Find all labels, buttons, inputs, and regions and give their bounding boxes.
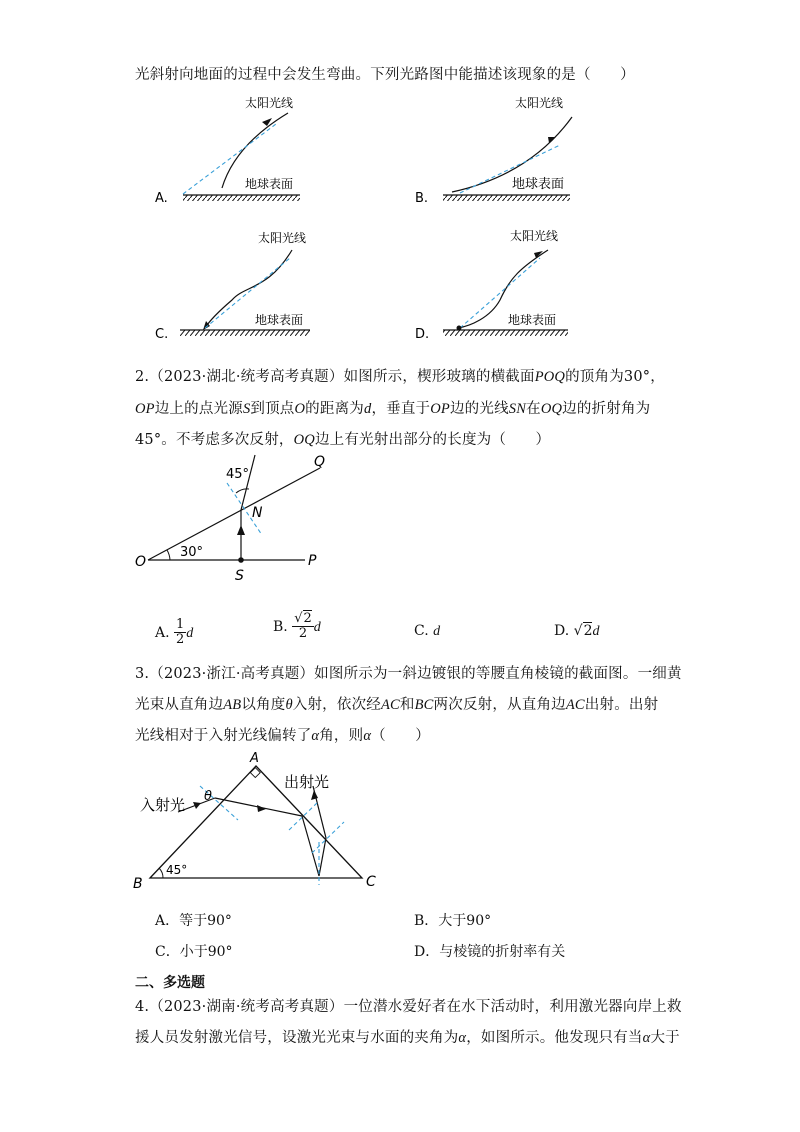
q2-label-o: O — [135, 554, 147, 570]
q2-var: SN — [508, 401, 527, 417]
q2-text: 如图所示，楔形玻璃的横截面 — [343, 369, 535, 385]
q3-normal-ac-2 — [312, 822, 344, 853]
q2-option-d-rad: 2 — [583, 623, 593, 639]
q3-var: α — [363, 728, 372, 744]
q2-label-n: N — [252, 505, 263, 521]
q2-option-c-var: d — [433, 624, 441, 639]
q1-d-ground-label: 地球表面 — [508, 313, 557, 327]
q2-option-d-root: √2 — [573, 623, 593, 639]
q2-var: d — [363, 401, 372, 417]
q3-stem-line2 — [135, 693, 658, 714]
q3-var: θ — [285, 697, 293, 713]
q1-diagram-d — [415, 228, 568, 342]
q2-option-d-var: d — [592, 624, 600, 639]
q3-var: BC — [414, 697, 434, 713]
q3-label-b: B — [133, 876, 143, 892]
q2-label-p: P — [308, 553, 317, 569]
q3-text: 和 — [399, 697, 415, 713]
q2-var: O — [294, 401, 306, 417]
q2-option-c-letter: C. — [414, 623, 429, 639]
q3-45-arc — [159, 868, 163, 878]
q2-text: 边上有光射出部分的长度为（ ） — [314, 432, 551, 448]
q3-label-45: 45° — [166, 863, 188, 877]
q3-figure — [0, 750, 800, 895]
q3-text: 光束从直角边 — [135, 697, 224, 713]
q2-var: OQ — [293, 432, 315, 448]
q2-var: POQ — [534, 369, 566, 385]
q1-a-hatch — [183, 195, 300, 201]
q2-text: 在 — [526, 401, 541, 417]
q2-stem-line2 — [135, 397, 650, 418]
q3-text: 出射。出射 — [584, 697, 659, 713]
q3-label-theta: θ — [204, 789, 212, 804]
q2-option-c[interactable] — [414, 623, 440, 640]
q4-stem-line1 — [135, 995, 682, 1016]
q2-option-b-var: d — [313, 619, 321, 635]
q2-source: （2023·湖北·统考高考真题） — [149, 369, 344, 385]
q2-ray-arrow — [237, 525, 245, 535]
q2-option-b[interactable] — [273, 612, 321, 642]
q2-stem-line1 — [135, 365, 665, 386]
q3-text: 光线相对于入射光线偏转了 — [135, 728, 312, 744]
q3-text: 以角度 — [241, 697, 286, 713]
q3-number: 3. — [135, 666, 150, 682]
q2-var: OP — [430, 401, 450, 417]
q4-text: 援人员发射激光信号，设激光光束与水面的夹角为 — [135, 1030, 459, 1046]
q3-text: （ ） — [371, 728, 430, 744]
q3-label-out: 出射光 — [284, 773, 330, 791]
q2-angle-arc — [167, 550, 170, 560]
q3-source: （2023·浙江·高考真题） — [149, 666, 315, 682]
q2-var: S — [242, 401, 251, 417]
q2-text: 边的折射角为 — [562, 401, 651, 417]
q1-c-letter: C. — [155, 327, 169, 342]
q3-var: AB — [223, 697, 242, 713]
q3-stem-line1 — [135, 662, 682, 683]
q1-b-arrow — [548, 137, 556, 143]
q4-text: ，如图所示。他发现只有当 — [466, 1030, 643, 1046]
q2-label-30: 30° — [180, 545, 204, 560]
q4-source: （2023·湖南·统考高考真题） — [149, 999, 344, 1015]
q3-text: 入射，依次经 — [292, 697, 381, 713]
q1-a-sun-label: 太阳光线 — [245, 96, 294, 110]
q2-option-a-den: 2 — [176, 632, 185, 648]
q3-text: 角，则 — [319, 728, 364, 744]
q2-option-b-num: √2 — [294, 611, 312, 626]
q2-option-a[interactable] — [155, 618, 193, 648]
q2-option-d[interactable] — [554, 623, 599, 640]
q3-text: 如图所示为一斜边镀银的等腰直角棱镜的截面图。一细黄 — [314, 666, 682, 682]
q1-c-ground-label: 地球表面 — [255, 313, 304, 327]
q2-label-45: 45° — [226, 467, 250, 482]
q3-var: AC — [565, 697, 585, 713]
q2-number: 2. — [135, 369, 150, 385]
q1-d-letter: D. — [415, 327, 430, 342]
q2-option-b-den: 2 — [298, 626, 308, 642]
q4-number: 4. — [135, 999, 150, 1015]
q4-var: α — [642, 1030, 651, 1046]
q2-text: 边的光线 — [449, 401, 509, 417]
q1-b-sun-label: 太阳光线 — [515, 96, 564, 110]
q1-b-ground-label: 地球表面 — [512, 177, 565, 192]
q2-option-d-letter: D. — [554, 623, 570, 639]
q4-stem-line2 — [135, 1026, 680, 1047]
q2-option-a-frac — [174, 618, 186, 648]
q2-label-s: S — [235, 568, 244, 584]
q1-stem: 光斜射向地面的过程中会发生弯曲。下列光路图中能描述该现象的是（ ） — [135, 67, 635, 83]
q3-option-b[interactable]: B．大于90° — [414, 913, 492, 929]
q4-text: 大于 — [650, 1030, 680, 1046]
q2-figure — [0, 440, 800, 590]
q1-d-sun-label: 太阳光线 — [510, 229, 559, 243]
q1-a-letter: A. — [155, 191, 168, 206]
section-heading: 二、多选题 — [135, 975, 205, 991]
q1-c-hatch — [180, 330, 310, 336]
q2-text: 45°。不考虑多次反射， — [135, 432, 294, 448]
q1-a-ground-label: 地球表面 — [245, 177, 294, 191]
q2-text: 到顶点 — [250, 401, 295, 417]
q2-text: 的顶角为30°， — [565, 369, 665, 385]
q1-b-letter: B. — [415, 191, 429, 206]
q3-text: 两次反射，从直角边 — [433, 697, 566, 713]
q3-option-d[interactable]: D．与棱镜的折射率有关 — [414, 944, 566, 960]
q4-var: α — [458, 1030, 467, 1046]
q4-text: 一位潜水爱好者在水下活动时，利用激光器向岸上救 — [343, 999, 682, 1015]
q1-diagram-c — [155, 230, 310, 342]
q2-option-a-num: 1 — [176, 617, 185, 632]
q2-45-arc — [236, 489, 249, 493]
q3-option-c[interactable]: C．小于90° — [155, 944, 233, 960]
q3-out-arrow — [311, 790, 318, 800]
q3-label-a: A — [250, 751, 259, 766]
q2-text: ，垂直于 — [371, 401, 431, 417]
q2-option-a-letter: A. — [155, 624, 170, 641]
q2-text: 边上的点光源 — [154, 401, 243, 417]
q3-var: α — [311, 728, 320, 744]
q3-stem-line3 — [135, 724, 430, 745]
q3-label-in: 入射光 — [140, 796, 186, 814]
q3-label-c: C — [366, 874, 376, 890]
q3-ray-3 — [319, 838, 326, 876]
q2-point-s — [238, 557, 244, 563]
q2-option-a-var: d — [186, 625, 194, 641]
q1-diagram-b — [415, 95, 572, 206]
q1-b-hatch — [443, 195, 570, 201]
q2-var: OQ — [540, 401, 563, 417]
q3-var: AC — [380, 697, 400, 713]
q2-refracted-ray — [241, 455, 255, 510]
q2-text: 的距离为 — [305, 401, 364, 417]
q3-ray-2 — [302, 816, 319, 876]
q2-var: OP — [135, 401, 155, 417]
q2-option-b-frac — [292, 612, 314, 642]
q3-ray-1-arrow — [257, 805, 266, 812]
q3-prism — [150, 766, 362, 878]
q1-d-hatch — [443, 330, 568, 336]
q2-option-b-letter: B. — [273, 618, 288, 635]
q1-diagram-a — [155, 95, 300, 206]
q3-option-a[interactable]: A．等于90° — [155, 913, 232, 929]
q2-label-q: Q — [314, 454, 326, 470]
q2-option-b-rad: 2 — [303, 611, 312, 626]
q1-c-sun-label: 太阳光线 — [258, 231, 307, 245]
